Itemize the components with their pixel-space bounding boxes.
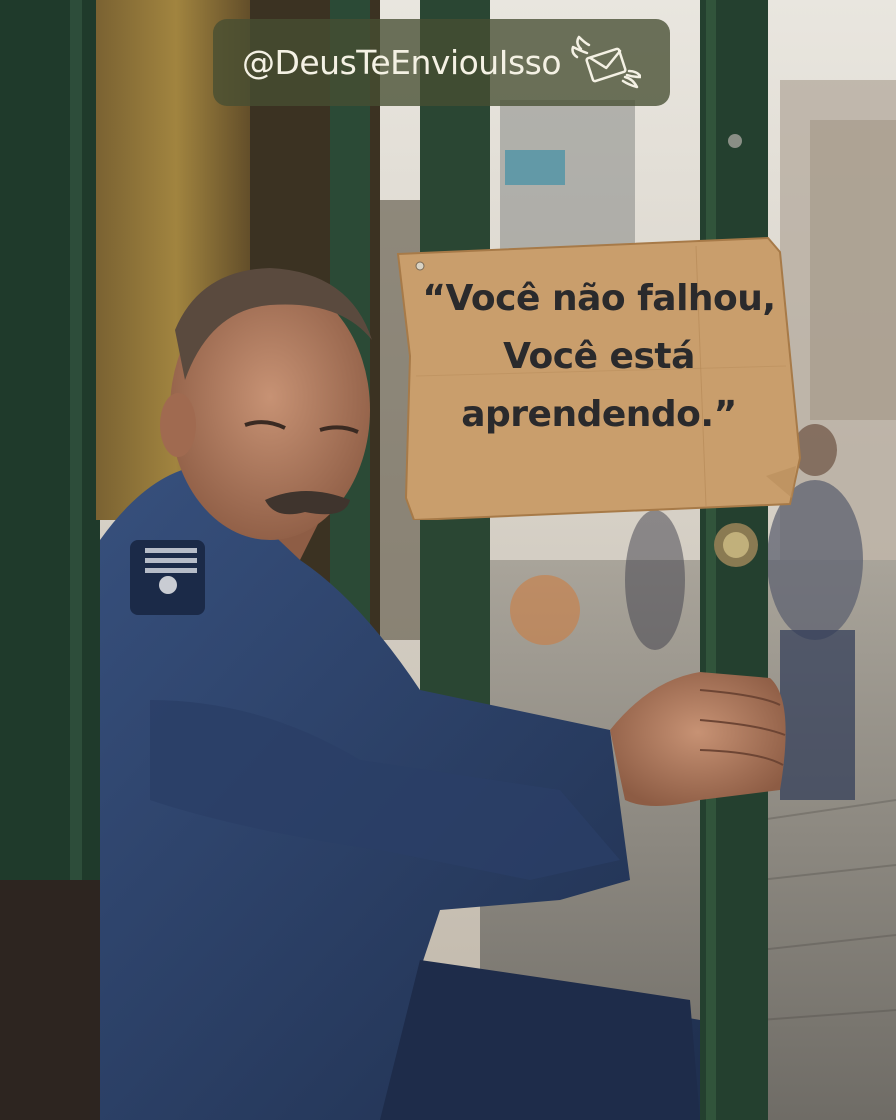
sign-line-1: “Você não falhou, bbox=[422, 278, 776, 319]
winged-envelope-icon bbox=[571, 35, 641, 91]
cardboard-sign bbox=[396, 236, 802, 520]
sign-line-2: Você está bbox=[503, 336, 695, 377]
watermark-handle: @DeusTeEnviouIsso bbox=[241, 43, 562, 82]
sign-line-3: aprendendo.” bbox=[461, 394, 737, 435]
watermark-badge bbox=[213, 19, 670, 106]
sign-message bbox=[414, 270, 784, 444]
